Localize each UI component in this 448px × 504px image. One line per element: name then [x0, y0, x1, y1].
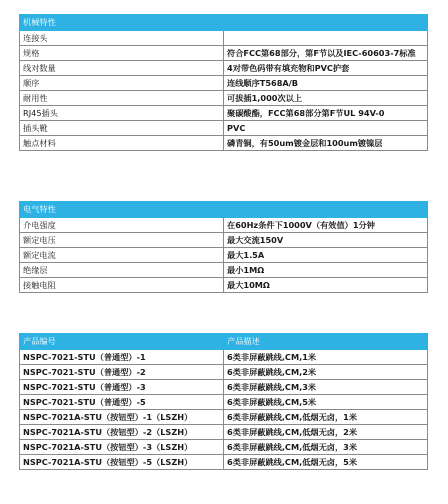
- spec-value: PVC: [224, 121, 428, 136]
- table-row: [20, 395, 428, 410]
- spec-label: 触点材料: [20, 136, 224, 151]
- table-row: [20, 440, 428, 455]
- table-row: [20, 46, 428, 61]
- spec-value: 可拔插1,000次以上: [224, 91, 428, 106]
- product-desc: 6类非屏蔽跳线,CM,低烟无卤，3米: [224, 440, 428, 455]
- table-row: [20, 425, 428, 440]
- spec-label: 耐用性: [20, 91, 224, 106]
- spec-value: 最大10MΩ: [224, 278, 428, 293]
- spec-value: 最大交流150V: [224, 233, 428, 248]
- product-code: NSPC-7021-STU（普通型）-3: [20, 380, 224, 395]
- spec-label: 连接头: [20, 31, 224, 46]
- product-code: NSPC-7021A-STU（按钮型）-1（LSZH）: [20, 410, 224, 425]
- table-row: [20, 31, 428, 46]
- table-row: [20, 350, 428, 365]
- table-row: [20, 248, 428, 263]
- product-code: NSPC-7021-STU（普通型）-1: [20, 350, 224, 365]
- electrical-spec-table: [19, 201, 428, 293]
- table-row: [20, 218, 428, 233]
- table-row: [20, 61, 428, 76]
- table-row: [20, 455, 428, 470]
- product-desc: 6类非屏蔽跳线,CM,低烟无卤，1米: [224, 410, 428, 425]
- table-row: [20, 136, 428, 151]
- product-desc: 6类非屏蔽跳线,CM,1米: [224, 350, 428, 365]
- spec-value: 连线顺序T568A/B: [224, 76, 428, 91]
- product-code: NSPC-7021A-STU（按钮型）-2（LSZH）: [20, 425, 224, 440]
- product-code-header: 产品编号: [20, 334, 224, 350]
- table-row: [20, 380, 428, 395]
- spec-label: 线对数量: [20, 61, 224, 76]
- spec-label: 介电强度: [20, 218, 224, 233]
- product-desc: 6类非屏蔽跳线,CM,低烟无卤，5米: [224, 455, 428, 470]
- spec-label: 规格: [20, 46, 224, 61]
- product-desc: 6类非屏蔽跳线,CM,3米: [224, 380, 428, 395]
- table-row: [20, 233, 428, 248]
- product-desc: 6类非屏蔽跳线,CM,5米: [224, 395, 428, 410]
- spec-value: 在60Hz条件下1000V（有效值）1分钟: [224, 218, 428, 233]
- product-desc: 6类非屏蔽跳线,CM,2米: [224, 365, 428, 380]
- spec-value: 聚碳酸酯，FCC第68部分第F节UL 94V-0: [224, 106, 428, 121]
- spec-label: 绝缘层: [20, 263, 224, 278]
- mechanical-header: 机械特性: [20, 15, 428, 31]
- table-row: [20, 76, 428, 91]
- spec-label: 插头靴: [20, 121, 224, 136]
- spec-label: 额定电流: [20, 248, 224, 263]
- product-code: NSPC-7021A-STU（按钮型）-5（LSZH）: [20, 455, 224, 470]
- product-code: NSPC-7021-STU（普通型）-2: [20, 365, 224, 380]
- spec-label: 接触电阻: [20, 278, 224, 293]
- spec-value: [224, 31, 428, 46]
- table-row: [20, 91, 428, 106]
- spec-value: 4对带色码带有填充物和PVC护套: [224, 61, 428, 76]
- spec-value: 最小1MΩ: [224, 263, 428, 278]
- mechanical-spec-table: [19, 14, 428, 151]
- table-row: [20, 106, 428, 121]
- table-row: [20, 410, 428, 425]
- product-table: [19, 333, 428, 470]
- product-code: NSPC-7021A-STU（按钮型）-3（LSZH）: [20, 440, 224, 455]
- product-code: NSPC-7021-STU（普通型）-5: [20, 395, 224, 410]
- table-row: [20, 263, 428, 278]
- table-row: [20, 278, 428, 293]
- spec-label: 顺序: [20, 76, 224, 91]
- product-desc-header: 产品描述: [224, 334, 428, 350]
- table-row: [20, 121, 428, 136]
- table-row: [20, 365, 428, 380]
- electrical-header: 电气特性: [20, 202, 428, 218]
- spec-label: RJ45插头: [20, 106, 224, 121]
- spec-value: 磷青铜，有50um镀金层和100um镀镍层: [224, 136, 428, 151]
- spec-value: 最大1.5A: [224, 248, 428, 263]
- spec-label: 额定电压: [20, 233, 224, 248]
- spec-value: 符合FCC第68部分，第F节以及IEC-60603-7标准: [224, 46, 428, 61]
- product-desc: 6类非屏蔽跳线,CM,低烟无卤，2米: [224, 425, 428, 440]
